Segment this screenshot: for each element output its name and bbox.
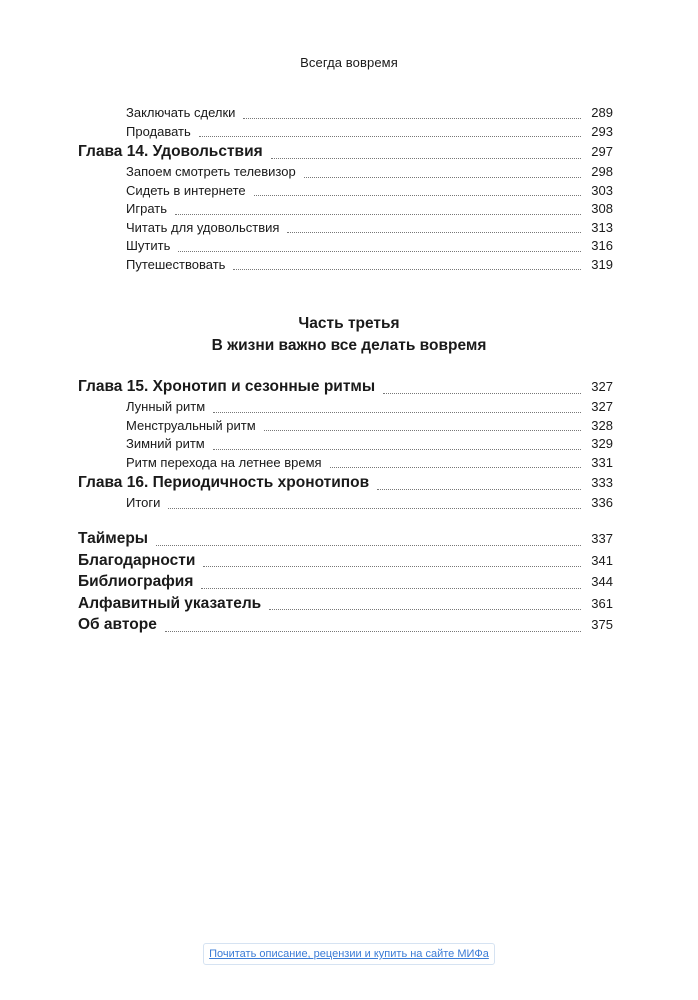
toc-section-top: [78, 104, 613, 274]
dot-leader: [377, 488, 581, 490]
toc-entry[interactable]: [78, 219, 613, 238]
toc-entry-label: Запоем смотреть телевизор: [126, 163, 300, 182]
dot-leader: [304, 176, 581, 178]
dot-leader: [264, 429, 581, 431]
toc-entry-label: Читать для удовольствия: [126, 219, 283, 238]
toc-entry[interactable]: [78, 256, 613, 275]
toc-entry-page: 337: [591, 531, 613, 546]
toc-entry-page: 293: [591, 123, 613, 139]
toc-entry[interactable]: [78, 454, 613, 473]
toc-entry[interactable]: [78, 417, 613, 436]
toc-entry-page: 303: [591, 182, 613, 198]
toc-entry-page: 331: [591, 454, 613, 470]
toc-entry-page: 316: [591, 238, 613, 253]
toc-section-back-matter: [78, 528, 613, 636]
toc-entry[interactable]: [78, 237, 613, 256]
dot-leader: [330, 466, 581, 468]
dot-leader: [287, 231, 581, 233]
toc-entry-label: Путешествовать: [126, 256, 229, 275]
dot-leader: [213, 411, 581, 413]
publisher-link[interactable]: Почитать описание, рецензии и купить на сайте МИФа: [203, 943, 495, 965]
toc-chapter-entry[interactable]: [78, 376, 613, 398]
toc-entry-label: Зимний ритм: [126, 435, 209, 454]
toc-entry-page: 319: [591, 256, 613, 272]
toc-entry[interactable]: [78, 200, 613, 219]
dot-leader: [213, 448, 581, 450]
toc-entry-page: 336: [591, 495, 613, 510]
toc-major-entry[interactable]: [78, 528, 613, 550]
dot-leader: [269, 608, 581, 610]
toc-chapter-label: Глава 14. Удовольствия: [78, 141, 267, 163]
toc-entry-page: 361: [591, 595, 613, 611]
dot-leader: [201, 587, 581, 589]
toc-entry-page: 375: [591, 617, 613, 632]
dot-leader: [243, 117, 581, 119]
toc-section-middle: [78, 376, 613, 513]
toc-entry-page: 329: [591, 436, 613, 451]
toc-chapter-label: Глава 15. Хронотип и сезонные ритмы: [78, 376, 379, 398]
toc-entry-page: 327: [591, 399, 613, 414]
dot-leader: [233, 268, 581, 270]
toc-entry-label: Ритм перехода на летнее время: [126, 454, 326, 473]
toc-major-entry[interactable]: [78, 550, 613, 572]
toc-entry-label: Заключать сделки: [126, 104, 239, 123]
toc-entry[interactable]: [78, 123, 613, 142]
toc-entry-page: 313: [591, 219, 613, 235]
part-heading: [0, 313, 698, 357]
toc-major-label: Благодарности: [78, 550, 199, 572]
toc-chapter-entry[interactable]: [78, 141, 613, 163]
running-header: Всегда вовремя: [300, 55, 398, 70]
toc-entry[interactable]: [78, 163, 613, 182]
dot-leader: [178, 250, 581, 252]
toc-entry-page: 289: [591, 105, 613, 120]
part-number: Часть третья: [298, 315, 400, 332]
toc-major-label: Библиография: [78, 571, 197, 593]
toc-entry[interactable]: [78, 398, 613, 417]
dot-leader: [203, 565, 581, 567]
toc-entry-page: 328: [591, 417, 613, 433]
toc-major-label: Алфавитный указатель: [78, 593, 265, 615]
toc-entry-label: Продавать: [126, 123, 195, 142]
toc-entry-page: 333: [591, 475, 613, 490]
dot-leader: [168, 507, 581, 509]
toc-entry-label: Играть: [126, 200, 171, 219]
toc-chapter-label: Глава 16. Периодичность хронотипов: [78, 472, 373, 494]
toc-entry-label: Менструальный ритм: [126, 417, 260, 436]
dot-leader: [156, 544, 581, 546]
dot-leader: [199, 135, 581, 137]
toc-entry-page: 297: [591, 144, 613, 159]
toc-entry[interactable]: [78, 104, 613, 123]
toc-major-label: Таймеры: [78, 528, 152, 550]
toc-entry[interactable]: [78, 182, 613, 201]
toc-entry[interactable]: [78, 435, 613, 454]
toc-entry-label: Итоги: [126, 494, 164, 513]
dot-leader: [254, 194, 581, 196]
toc-major-entry[interactable]: [78, 614, 613, 636]
toc-major-entry[interactable]: [78, 571, 613, 593]
toc-entry-label: Лунный ритм: [126, 398, 209, 417]
toc-major-label: Об авторе: [78, 614, 161, 636]
dot-leader: [271, 157, 581, 159]
toc-entry-label: Шутить: [126, 237, 174, 256]
part-title: В жизни важно все делать вовремя: [211, 337, 487, 354]
dot-leader: [383, 392, 581, 394]
dot-leader: [175, 213, 581, 215]
toc-chapter-entry[interactable]: [78, 472, 613, 494]
toc-entry-page: 298: [591, 164, 613, 179]
toc-entry[interactable]: [78, 494, 613, 513]
toc-entry-page: 344: [591, 574, 613, 589]
toc-entry-page: 341: [591, 552, 613, 568]
toc-major-entry[interactable]: [78, 593, 613, 615]
dot-leader: [165, 630, 581, 632]
toc-entry-page: 327: [591, 379, 613, 394]
toc-entry-page: 308: [591, 201, 613, 216]
toc-entry-label: Сидеть в интернете: [126, 182, 250, 201]
